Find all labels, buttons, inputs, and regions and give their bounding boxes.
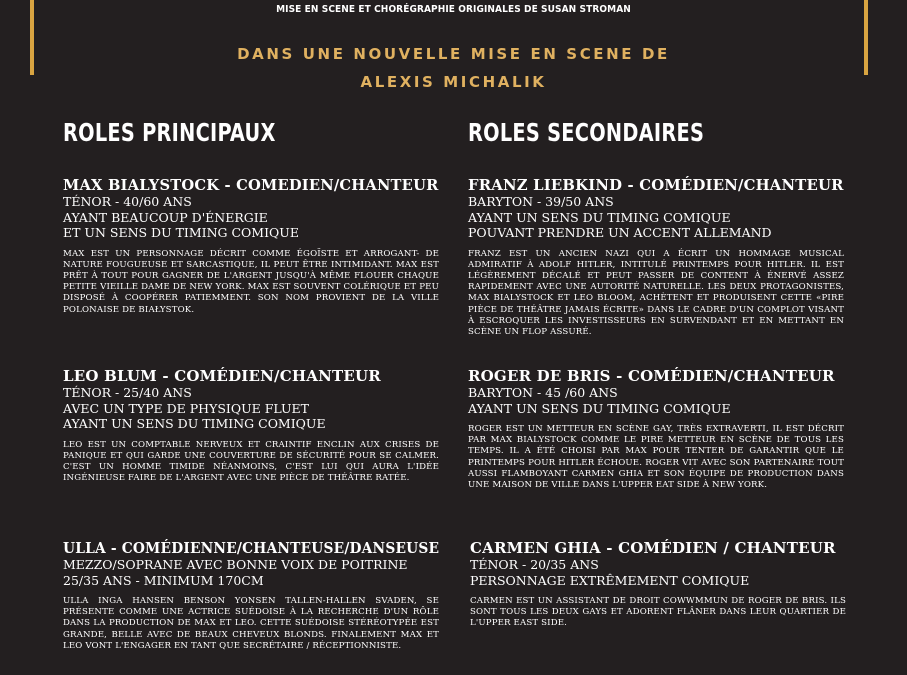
role-description: ULLA INGA HANSEN BENSON YONSEN TALLEN-HALLEN SVADEN, SE PRÉSENTE COMME UNE ACTRICE SUÉDOISE À LA RECHERCHE D'UN RÔLE DANS LA PRODUCTION DE MAX ET LEO. CETTE SUÉDOISE STÉRÉOTYPÉE EST GRANDE, BELLE AVEC DE BEAUX CHEVEUX BLONDS. FINALEMENT MAX ET LEO VONT L'ENGAGER EN TANT QUE SECRÉTAIRE / RÉCEPTIONNISTE. xyxy=(63,596,439,651)
role-description: CARMEN EST UN ASSISTANT DE DROIT COWWMMUN DE ROGER DE BRIS. ILS SONT TOUS LES DEUX GAYS ET ADORENT FLÂNER DANS LEUR QUARTIER DE L'UPPER EAST SIDE. xyxy=(470,596,846,629)
role-trait: 25/35 ANS - MINIMUM 170CM xyxy=(63,572,264,588)
role-description: LEO EST UN COMPTABLE NERVEUX ET CRAINTIF ENCLIN AUX CRISES DE PANIQUE ET QUI GARDE UNE COUVERTURE DE SÉCURITÉ POUR SE CALMER. C'EST UN HOMME TIMIDE NÉANMOINS, C'EST LUI QUI AURA L'IDÉE INGÉNIEUSE FAIRE DE L'ARGENT AVEC UNE PIÈCE DE THÉÂTRE RATÉE. xyxy=(63,439,439,484)
role-trait: AYANT UN SENS DU TIMING COMIQUE xyxy=(468,209,731,225)
role-trait: POUVANT PRENDRE UN ACCENT ALLEMAND xyxy=(468,225,772,240)
role-name: ULLA - COMÉDIENNE/CHANTEUSE/DANSEUSE xyxy=(63,539,440,557)
role-trait: AYANT UN SENS DU TIMING COMIQUE xyxy=(63,416,326,431)
secondary-roles-title: ROLES SECONDAIRES xyxy=(468,118,705,147)
role-voice: MEZZO/SOPRANE AVEC BONNE VOIX DE POITRINE xyxy=(63,557,408,572)
new-staging-line: DANS UNE NOUVELLE MISE EN SCENE DE xyxy=(237,45,670,63)
role-trait: AVEC UN TYPE DE PHYSIQUE FLUET xyxy=(63,400,309,416)
staging-credit: MISE EN SCENE ET CHORÉGRAPHIE ORIGINALES DE SUSAN STROMAN xyxy=(276,4,631,15)
role-carmen-ghia xyxy=(470,539,846,630)
role-trait: ET UN SENS DU TIMING COMIQUE xyxy=(63,225,299,240)
role-name: FRANZ LIEBKIND - COMÉDIEN/CHANTEUR xyxy=(468,176,844,194)
main-roles-title: ROLES PRINCIPAUX xyxy=(63,118,276,147)
role-voice: BARYTON - 39/50 ANS xyxy=(468,194,614,209)
role-description: FRANZ EST UN ANCIEN NAZI QUI A ÉCRIT UN HOMMAGE MUSICAL ADMIRATIF À ADOLF HITLER, INTITULÉ PRINTEMPS POUR HITLER. IL EST LÉGÈREMENT DÉCALÉ ET PEUT PASSER DE CONTENT À ÉNERVÉ ASSEZ RAPIDEMENT AVEC UNE AUTORITÉ NATURELLE. LES DEUX PROTAGONISTES, MAX BIALYSTOCK ET LEO BLOOM, ACHÈTENT ET PRODUISENT CETTE «PIRE PIÈCE DE THÉÂTRE JAMAIS ÉCRITE» DANS LE CADRE D'UN COMPLOT VISANT À ESCROQUER LES INVESTISSEURS EN SURVENDANT ET EN METTANT EN SCÈNE UN FLOP ASSURÉ. xyxy=(468,248,844,337)
role-max-bialystock xyxy=(63,176,439,316)
role-name: CARMEN GHIA - COMÉDIEN / CHANTEUR xyxy=(470,539,836,557)
role-description: MAX EST UN PERSONNAGE DÉCRIT COMME ÉGOÏSTE ET ARROGANT- DE NATURE FOUGUEUSE ET SARCASTIQUE, IL PEUT ÊTRE INTIMIDANT. MAX EST PRÊT À TOUT POUR GAGNER DE L'ARGENT JUSQU'À MÊME FLOUER CHAQUE PETITE VIEILLE DAME DE NEW YORK. MAX EST SOUVENT COLÉRIQUE ET PEU DISPOSÉ À COOPÉRER PATIEMMENT. SON NOM PROVIENT DE LA VILLE POLONAISE DE BIAŁYSTOK. xyxy=(63,248,439,315)
role-voice: TÉNOR - 40/60 ANS xyxy=(63,194,192,209)
role-name: LEO BLUM - COMÉDIEN/CHANTEUR xyxy=(63,367,381,385)
role-name: ROGER DE BRIS - COMÉDIEN/CHANTEUR xyxy=(468,367,835,385)
role-trait: PERSONNAGE EXTRÊMEMENT COMIQUE xyxy=(470,572,750,588)
role-voice: TÉNOR - 20/35 ANS xyxy=(470,557,599,572)
role-voice: TÉNOR - 25/40 ANS xyxy=(63,385,192,400)
role-ulla xyxy=(63,539,439,652)
director-name: ALEXIS MICHALIK xyxy=(360,73,547,91)
role-description: ROGER EST UN METTEUR EN SCÈNE GAY, TRÈS EXTRAVERTI, IL EST DÉCRIT PAR MAX BIALYSTOCK COMME LE PIRE METTEUR EN SCÈNE DE TOUS LES TEMPS. IL A ÉTÉ CHOISI PAR MAX POUR TENTER DE GARANTIR QUE LE PRINTEMPS POUR HITLER ÉCHOUE. ROGER VIT AVEC SON PARTENAIRE TOUT AUSSI FLAMBOYANT CARMEN GHIA ET SON ÉQUIPE DE PRODUCTION DANS UNE MAISON DE VILLE DANS L'UPPER EAT SIDE À NEW YORK. xyxy=(468,424,844,491)
role-leo-blum xyxy=(63,367,439,484)
role-franz-liebkind xyxy=(468,176,844,338)
role-name: MAX BIALYSTOCK - COMEDIEN/CHANTEUR xyxy=(63,176,439,194)
role-voice: BARYTON - 45 /60 ANS xyxy=(468,385,618,400)
role-trait: AYANT BEAUCOUP D'ÉNERGIE xyxy=(63,209,268,225)
role-roger-de-bris xyxy=(468,367,844,491)
role-trait: AYANT UN SENS DU TIMING COMIQUE xyxy=(468,400,731,416)
